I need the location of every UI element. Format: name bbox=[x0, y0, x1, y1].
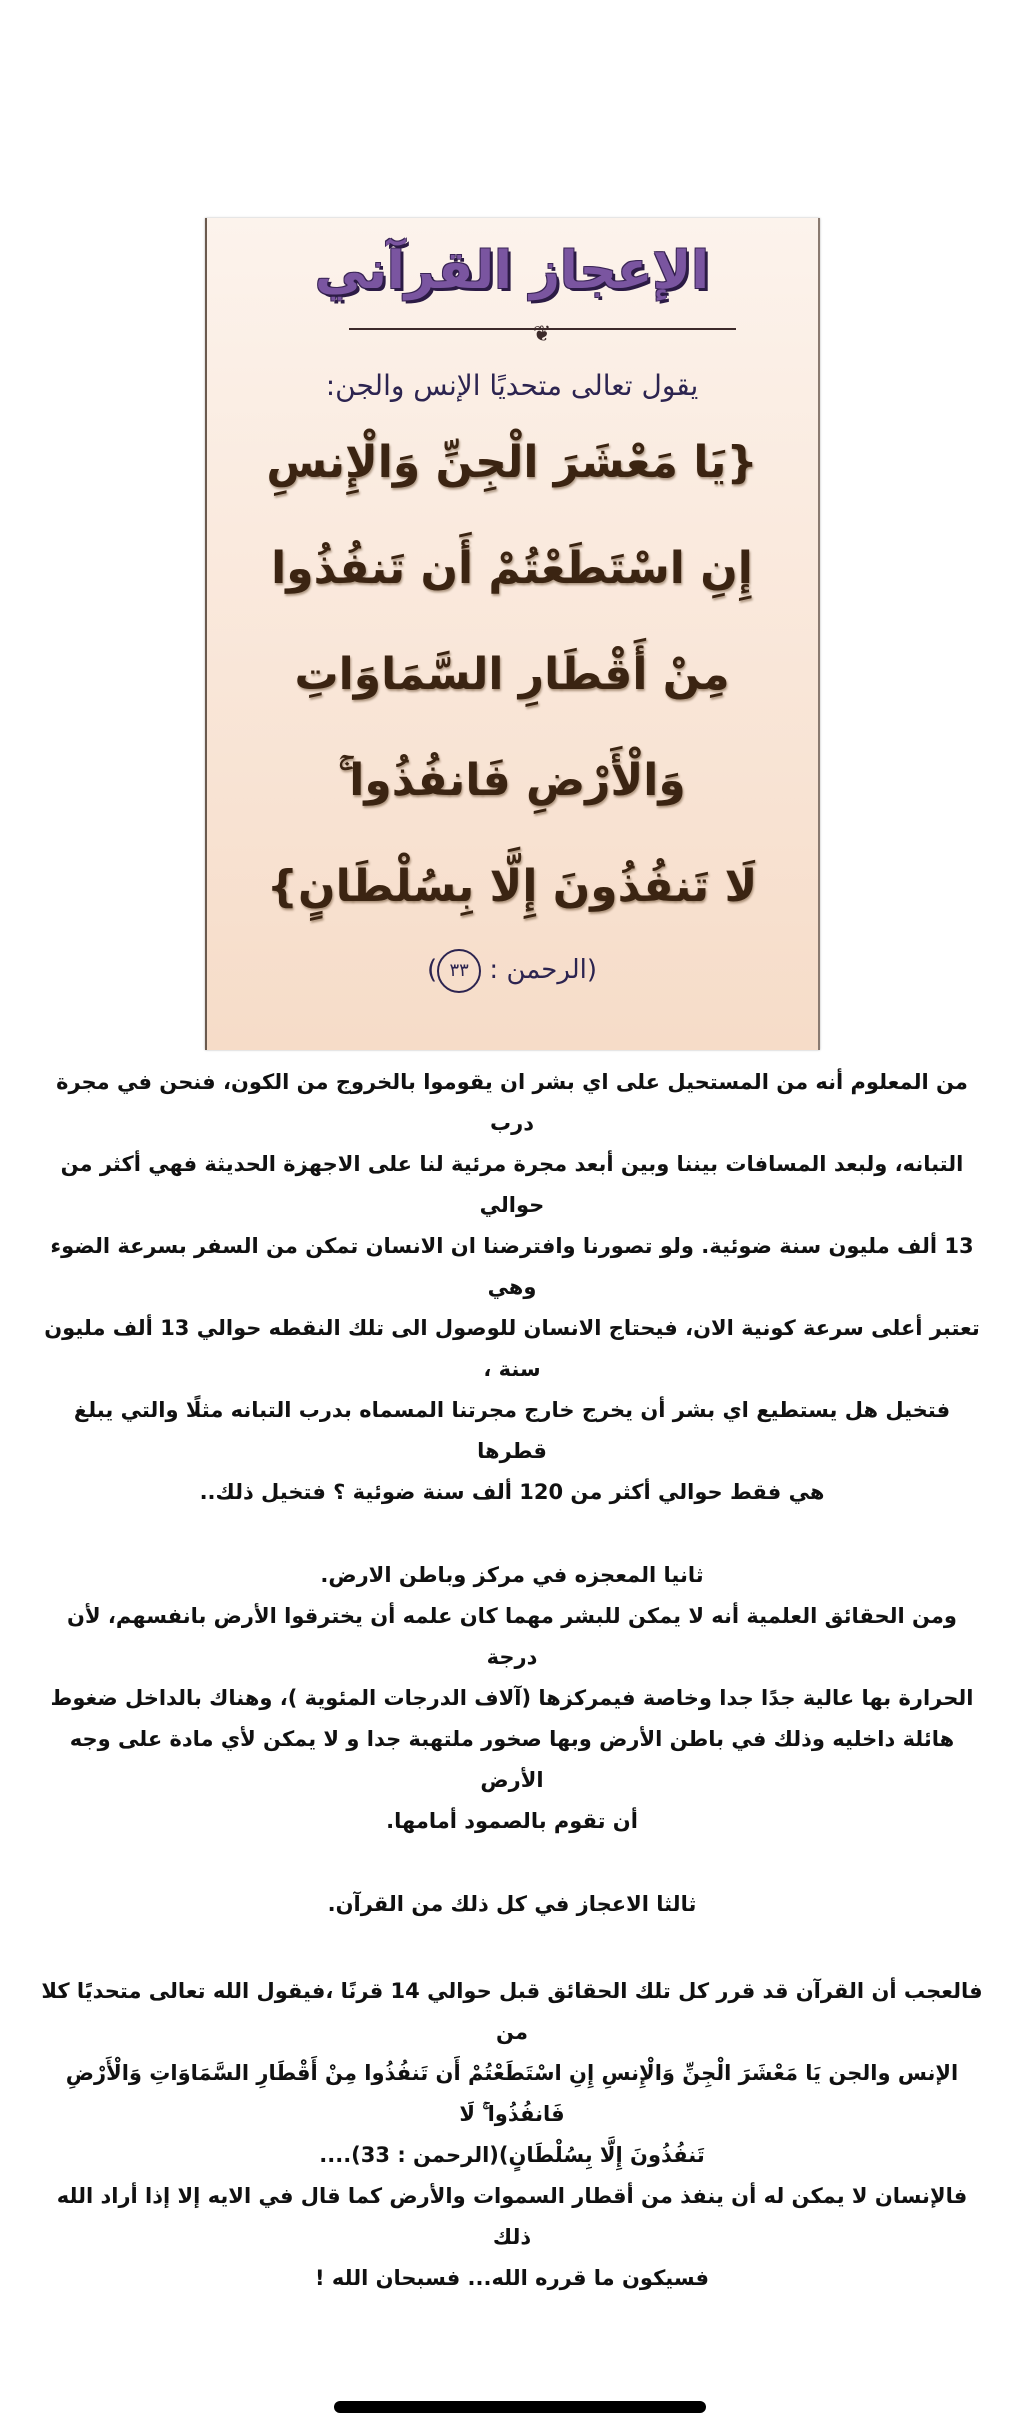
ayah-number-medallion: ٣٣ bbox=[437, 949, 481, 993]
paragraph-4: فالعجب أن القرآن قد قرر كل تلك الحقائق قبل حوالي 14 قرنًا ،فيقول الله تعالى متحديًا كلا من الإنس والجن يَا مَعْشَرَ الْجِنِّ وَالْإِنسِ إِنِ اسْتَطَعْتُمْ أَن تَنفُذُوا مِنْ أَقْطَارِ السَّمَاوَاتِ وَالْأَرْضِ فَانفُذُوا ۚ لَا تَنفُذُونَ إِلَّا بِسُلْطَانٍ)(الرحمن : 33).... فالإنسان لا يمكن له أن ينفذ من أقطار السموات والأرض كما قال في الايه إلا إذا أراد الله ذلك فسيكون ما قرره الله... فسبحان الله ! bbox=[41, 1979, 983, 2290]
verse-line: وَالْأَرْضِ فَانفُذُوا ۚ bbox=[338, 755, 686, 806]
paragraph-3 bbox=[40, 1884, 984, 1925]
image-title: الإعجاز القرآني bbox=[314, 241, 710, 301]
article-body bbox=[40, 1062, 984, 2299]
section-heading: ثانيا المعجزه في مركز وباطن الارض. bbox=[320, 1563, 704, 1587]
section-heading: ثالثا الاعجاز في كل ذلك من القرآن. bbox=[327, 1892, 697, 1916]
image-subtitle: يقول تعالى متحديًا الإنس والجن: bbox=[325, 369, 699, 402]
verse-line: إِنِ اسْتَطَعْتُمْ أَن تَنفُذُوا bbox=[271, 543, 753, 594]
ornament-divider bbox=[349, 322, 736, 348]
home-indicator[interactable] bbox=[334, 2401, 706, 2413]
verse-line: مِنْ أَقْطَارِ السَّمَاوَاتِ bbox=[294, 649, 730, 700]
flourish-icon: ❦ bbox=[532, 322, 552, 347]
paragraph-2: ثانيا المعجزه في مركز وباطن الارض. ومن الحقائق العلمية أنه لا يمكن للبشر مهما كان علمه أن يخترقوا الأرض بانفسهم، لأن درجة الحرارة بها عالية جدًا جدا وخاصة فيمركزها (آلاف الدرجات المئوية )، وهناك بالداخل ضغوط هائلة داخليه وذلك في باطن الأرض وبها صخور ملتهبة جدا و لا يمكن لأي مادة على وجه الأرض أن تقوم بالصمود أمامها. bbox=[40, 1555, 984, 1842]
verse-line: لَا تَنفُذُونَ إِلَّا بِسُلْطَانٍ} bbox=[266, 861, 758, 912]
verse-reference: (الرحمن : ٣٣) bbox=[219, 940, 806, 1000]
verse-line: {يَا مَعْشَرَ الْجِنِّ وَالْإِنسِ bbox=[266, 437, 758, 488]
quran-miracle-image bbox=[205, 218, 820, 1050]
paragraph-1: من المعلوم أنه من المستحيل على اي بشر ان يقوموا بالخروج من الكون، فنحن في مجرة درب التبانه، ولبعد المسافات بيننا وبين أبعد مجرة مرئية لنا على الاجهزة الحديثة فهي أكثر من حوالي 13 ألف مليون سنة ضوئية. ولو تصورنا وافترضنا ان الانسان تمكن من السفر بسرعة الضوء وهي تعتبر أعلى سرعة كونية الان، فيحتاج الانسان للوصول الى تلك النقطه حوالي 13 ألف مليون سنة ، فتخيل هل يستطيع اي بشر أن يخرج خارج مجرتنا المسماه بدرب التبانه مثلًا والتي يبلغ قطرها هي فقط حوالي أكثر من 120 ألف سنة ضوئية ؟ فتخيل ذلك.. bbox=[44, 1070, 980, 1504]
